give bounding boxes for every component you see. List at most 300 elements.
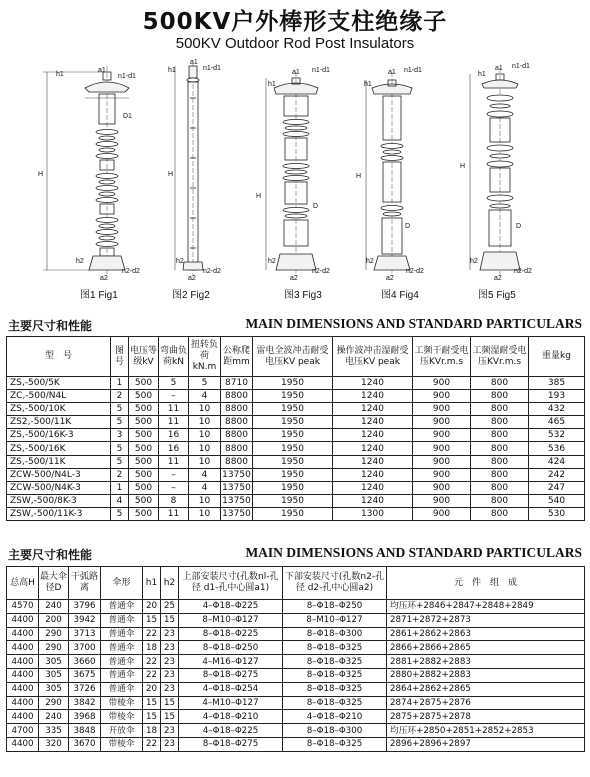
table-cell: 8–Φ18–Φ325 bbox=[283, 696, 387, 710]
table-cell: 800 bbox=[471, 507, 529, 520]
table-cell: 4–Φ18–Φ254 bbox=[179, 682, 283, 696]
table-cell: 3942 bbox=[69, 613, 101, 627]
table-cell: 290 bbox=[39, 696, 69, 710]
fig1-label-n2d2: n2-d2 bbox=[122, 268, 140, 275]
fig3-label-d: D bbox=[313, 203, 319, 210]
table-cell: 800 bbox=[471, 390, 529, 403]
table-row bbox=[7, 737, 585, 751]
table-cell: 3660 bbox=[69, 655, 101, 669]
table-cell: 23 bbox=[161, 724, 179, 738]
table-cell: 开放伞 bbox=[101, 724, 143, 738]
table-cell: 247 bbox=[529, 481, 585, 494]
fig5-label-a2: a2 bbox=[494, 275, 502, 282]
table-cell: 4400 bbox=[7, 737, 39, 751]
table-cell: 4–Φ18–Φ210 bbox=[283, 710, 387, 724]
table-cell: 8800 bbox=[221, 390, 253, 403]
section-2-title-en: MAIN DIMENSIONS AND STANDARD PARTICULARS bbox=[245, 545, 582, 560]
table-cell: – bbox=[159, 390, 189, 403]
section-1-title-cn: 主要尺寸和性能 bbox=[8, 319, 93, 333]
fig4-label-h1: h1 bbox=[364, 81, 372, 88]
table-row bbox=[7, 494, 585, 507]
table-cell: 4400 bbox=[7, 655, 39, 669]
table-cell: 10 bbox=[189, 403, 221, 416]
table-cell: 23 bbox=[161, 641, 179, 655]
section-1-header bbox=[6, 316, 584, 334]
table-cell: 8–Φ18–Φ225 bbox=[179, 627, 283, 641]
dimensions-table bbox=[6, 566, 585, 752]
table-cell: 500 bbox=[129, 455, 159, 468]
table-cell: 普通伞 bbox=[101, 655, 143, 669]
table-row bbox=[7, 696, 585, 710]
fig4-label-n1d1: n1-d1 bbox=[404, 67, 422, 74]
figure-4-caption: 图4 Fig4 bbox=[381, 290, 419, 301]
table-cell: 4 bbox=[189, 468, 221, 481]
table-cell: 8800 bbox=[221, 442, 253, 455]
table-cell: 1240 bbox=[333, 442, 413, 455]
table-cell: 536 bbox=[529, 442, 585, 455]
table-cell: 4700 bbox=[7, 724, 39, 738]
table-cell: 4400 bbox=[7, 696, 39, 710]
figure-3-caption: 图3 Fig3 bbox=[284, 290, 322, 301]
table-cell: 1950 bbox=[253, 377, 333, 390]
table-cell: 532 bbox=[529, 429, 585, 442]
table-cell: 5 bbox=[111, 442, 129, 455]
table-cell: 1240 bbox=[333, 377, 413, 390]
figure-5-drawing bbox=[470, 68, 520, 276]
table-cell: 13750 bbox=[222, 482, 251, 493]
table-cell: 5 bbox=[111, 507, 129, 520]
table-cell: 240 bbox=[39, 600, 69, 614]
table-cell: 8–Φ18–Φ300 bbox=[283, 724, 387, 738]
table-cell: 8–Φ18–Φ300 bbox=[283, 627, 387, 641]
table-cell: ZS,-500/16K-3 bbox=[7, 429, 111, 442]
table-cell: 5 bbox=[111, 403, 129, 416]
table-cell: 带棱伞 bbox=[101, 696, 143, 710]
table-cell: 5 bbox=[159, 377, 189, 390]
column-header: 图号 bbox=[111, 337, 129, 377]
table-cell: 15 bbox=[161, 710, 179, 724]
figure-5-caption: 图5 Fig5 bbox=[478, 290, 516, 301]
table-cell: 305 bbox=[39, 682, 69, 696]
table-cell: 4–M16–Φ127 bbox=[179, 655, 283, 669]
table-cell: 4400 bbox=[7, 627, 39, 641]
table-cell: 1950 bbox=[253, 507, 333, 520]
table-cell: 22 bbox=[143, 627, 161, 641]
fig3-label-a1: a1 bbox=[292, 69, 300, 76]
fig3-label-n1d1: n1-d1 bbox=[312, 67, 330, 74]
column-header: 重量kg bbox=[529, 337, 585, 377]
fig4-label-h: H bbox=[356, 173, 362, 180]
table-cell: 11 bbox=[159, 455, 189, 468]
table-cell: ZS,-500/5K bbox=[7, 377, 111, 390]
particulars-table-header bbox=[7, 337, 585, 377]
table-cell: ZC,-500/N4L bbox=[7, 390, 111, 403]
fig1-label-h2: h2 bbox=[76, 258, 84, 265]
figure-3-drawing bbox=[266, 72, 318, 276]
table-cell: 800 bbox=[471, 429, 529, 442]
dimensions-table-header bbox=[7, 567, 585, 600]
table-cell: 800 bbox=[471, 416, 529, 429]
fig4-label-a2: a2 bbox=[386, 275, 394, 282]
table-cell: 11 bbox=[159, 416, 189, 429]
table-cell: 290 bbox=[39, 627, 69, 641]
table-row bbox=[7, 442, 585, 455]
table-cell: ZCW-500/N4K-3 bbox=[7, 481, 111, 494]
column-header: 弯曲负荷kN bbox=[159, 337, 189, 377]
table-cell: 3726 bbox=[69, 682, 101, 696]
table-cell: ZS2,-500/11K bbox=[7, 416, 111, 429]
column-header: 操作波冲击湿耐受电压KV peak bbox=[333, 337, 413, 377]
table-cell: 5 bbox=[111, 416, 129, 429]
table-cell: 1 bbox=[111, 481, 129, 494]
table-cell: 800 bbox=[471, 377, 529, 390]
table-cell: 500 bbox=[129, 377, 159, 390]
table-cell: 11 bbox=[159, 507, 189, 520]
table-cell: 8800 bbox=[221, 403, 253, 416]
table-cell: 23 bbox=[161, 737, 179, 751]
fig1-label-a1: a1 bbox=[98, 67, 106, 74]
table-cell: 1950 bbox=[253, 455, 333, 468]
table-cell: 500 bbox=[129, 481, 159, 494]
section-1-title-en: MAIN DIMENSIONS AND STANDARD PARTICULARS bbox=[245, 316, 582, 331]
table-cell: 8–Φ18–Φ325 bbox=[283, 668, 387, 682]
fig1-label-n1d1: n1-d1 bbox=[118, 73, 136, 80]
fig2-label-h: H bbox=[168, 171, 174, 178]
table-cell: 10 bbox=[189, 494, 221, 507]
table-cell: 10 bbox=[189, 455, 221, 468]
fig2-label-a1: a1 bbox=[190, 59, 198, 66]
figure-1-caption: 图1 Fig1 bbox=[80, 290, 118, 301]
table-row bbox=[7, 668, 585, 682]
table-cell: 900 bbox=[413, 429, 471, 442]
table-cell: 13750 bbox=[222, 508, 251, 519]
column-header: 下部安装尺寸(孔数n2-孔径 d2-孔中心圆a2) bbox=[283, 567, 387, 600]
table-cell: 普通伞 bbox=[101, 641, 143, 655]
fig5-label-h2: h2 bbox=[470, 258, 478, 265]
table-cell: 8–Φ18–Φ250 bbox=[179, 641, 283, 655]
table-row bbox=[7, 507, 585, 520]
fig5-label-d: D bbox=[516, 223, 522, 230]
table-cell: 2881+2882+2883 bbox=[387, 655, 585, 669]
table-cell: 均压环+2850+2851+2852+2853 bbox=[387, 724, 585, 738]
column-header: 元 件 组 成 bbox=[387, 567, 585, 600]
table-cell: 10 bbox=[189, 416, 221, 429]
table-cell: 4400 bbox=[7, 613, 39, 627]
table-cell: 8710 bbox=[221, 377, 253, 390]
table-cell: 普通伞 bbox=[101, 627, 143, 641]
table-cell: 530 bbox=[529, 507, 585, 520]
table-cell: 15 bbox=[143, 613, 161, 627]
table-cell: 1240 bbox=[333, 481, 413, 494]
table-cell: 1240 bbox=[333, 429, 413, 442]
table-cell: 13750 bbox=[222, 495, 251, 506]
table-cell: 424 bbox=[529, 455, 585, 468]
table-cell: 900 bbox=[413, 442, 471, 455]
column-header: 电压等级kV bbox=[129, 337, 159, 377]
table-cell: 2864+2862+2865 bbox=[387, 682, 585, 696]
table-cell: ZS,-500/10K bbox=[7, 403, 111, 416]
table-cell: 1240 bbox=[333, 416, 413, 429]
column-header: 总高H bbox=[7, 567, 39, 600]
table-cell: 290 bbox=[39, 641, 69, 655]
table-cell: 900 bbox=[413, 390, 471, 403]
table-cell: 22 bbox=[143, 737, 161, 751]
table-cell: 1950 bbox=[253, 390, 333, 403]
table-cell: 普通伞 bbox=[101, 668, 143, 682]
table-cell: 10 bbox=[189, 442, 221, 455]
table-cell: 4570 bbox=[7, 600, 39, 614]
table-cell: 4–Φ18–Φ210 bbox=[179, 710, 283, 724]
table-cell: 242 bbox=[529, 468, 585, 481]
table-cell: 16 bbox=[159, 429, 189, 442]
table-cell: 500 bbox=[129, 429, 159, 442]
table-cell: 500 bbox=[129, 507, 159, 520]
table-cell: 800 bbox=[471, 468, 529, 481]
table-cell: 4 bbox=[189, 390, 221, 403]
table-cell: 500 bbox=[129, 494, 159, 507]
table-row bbox=[7, 655, 585, 669]
column-header: 工频干耐受电压KVr.m.s bbox=[413, 337, 471, 377]
table-row bbox=[7, 468, 585, 481]
column-header: 型 号 bbox=[7, 337, 111, 377]
table-cell: 1 bbox=[111, 377, 129, 390]
particulars-table bbox=[6, 336, 585, 521]
table-cell: 10 bbox=[189, 507, 221, 520]
table-row bbox=[7, 390, 585, 403]
table-cell: 8800 bbox=[221, 455, 253, 468]
table-cell: 带棱伞 bbox=[101, 737, 143, 751]
table-cell: 500 bbox=[129, 416, 159, 429]
table-cell: 15 bbox=[161, 613, 179, 627]
column-header: 干弧路离 bbox=[69, 567, 101, 600]
table-cell: 800 bbox=[471, 494, 529, 507]
fig2-label-h1: h1 bbox=[168, 67, 176, 74]
table-cell: 305 bbox=[39, 668, 69, 682]
table-cell: 540 bbox=[529, 494, 585, 507]
table-cell: 18 bbox=[143, 724, 161, 738]
table-cell: 3670 bbox=[69, 737, 101, 751]
table-row bbox=[7, 429, 585, 442]
table-cell: 200 bbox=[39, 613, 69, 627]
table-cell: 900 bbox=[413, 455, 471, 468]
table-cell: – bbox=[159, 468, 189, 481]
table-cell: 18 bbox=[143, 641, 161, 655]
column-header: 雷电全波冲击耐受电压KV peak bbox=[253, 337, 333, 377]
table-cell: 2874+2875+2876 bbox=[387, 696, 585, 710]
table-cell: 5 bbox=[189, 377, 221, 390]
table-cell: 3713 bbox=[69, 627, 101, 641]
table-cell: 900 bbox=[413, 377, 471, 390]
table-cell: 465 bbox=[529, 416, 585, 429]
table-cell: ZS,-500/16K bbox=[7, 442, 111, 455]
table-cell: 8–Φ18–Φ275 bbox=[179, 668, 283, 682]
table-cell: 23 bbox=[161, 627, 179, 641]
table-row bbox=[7, 627, 585, 641]
table-cell: 23 bbox=[161, 682, 179, 696]
column-header: 扭转负荷kN.m bbox=[189, 337, 221, 377]
fig2-label-a2: a2 bbox=[188, 275, 196, 282]
table-cell: ZS,-500/11K bbox=[7, 455, 111, 468]
fig3-label-h: H bbox=[256, 193, 262, 200]
table-cell: 900 bbox=[413, 494, 471, 507]
table-row bbox=[7, 724, 585, 738]
fig5-label-h1: h1 bbox=[478, 71, 486, 78]
figures-area bbox=[0, 58, 590, 308]
page-subtitle: 500KV Outdoor Rod Post Insulators bbox=[175, 35, 415, 52]
table-cell: 4400 bbox=[7, 710, 39, 724]
fig1-label-a2: a2 bbox=[100, 275, 108, 282]
table-cell: 15 bbox=[143, 696, 161, 710]
table-cell: 1240 bbox=[333, 468, 413, 481]
table-cell: 500 bbox=[129, 390, 159, 403]
column-header: 上部安装尺寸(孔数nl-孔径 d1-孔中心圆a1) bbox=[179, 567, 283, 600]
fig5-label-a1: a1 bbox=[495, 65, 503, 72]
table-row bbox=[7, 641, 585, 655]
table-cell: 8–Φ18–Φ325 bbox=[283, 682, 387, 696]
table-cell: 23 bbox=[161, 668, 179, 682]
table-cell: 305 bbox=[39, 655, 69, 669]
table-cell: 800 bbox=[471, 481, 529, 494]
table-cell: 1240 bbox=[333, 455, 413, 468]
table-cell: 2896+2896+2897 bbox=[387, 737, 585, 751]
table-cell: 1240 bbox=[333, 494, 413, 507]
table-cell: 385 bbox=[529, 377, 585, 390]
table-cell: 2880+2882+2883 bbox=[387, 668, 585, 682]
table-cell: 8–M10–Φ127 bbox=[283, 613, 387, 627]
table-row bbox=[7, 710, 585, 724]
figure-4-drawing bbox=[366, 72, 412, 276]
table-cell: 900 bbox=[413, 468, 471, 481]
table-cell: 193 bbox=[529, 390, 585, 403]
table-cell: 1950 bbox=[253, 416, 333, 429]
table-cell: 3796 bbox=[69, 600, 101, 614]
table-cell: 1950 bbox=[253, 442, 333, 455]
table-cell: 15 bbox=[161, 696, 179, 710]
table-cell: 500 bbox=[129, 442, 159, 455]
table-cell: 8–Φ18–Φ325 bbox=[283, 737, 387, 751]
column-header: 伞形 bbox=[101, 567, 143, 600]
figure-2-drawing bbox=[175, 63, 203, 276]
fig3-label-h2: h2 bbox=[268, 258, 276, 265]
table-cell: 11 bbox=[159, 403, 189, 416]
table-cell: 2871+2872+2873 bbox=[387, 613, 585, 627]
table-row bbox=[7, 682, 585, 696]
table-cell: 13750 bbox=[222, 469, 251, 480]
table-cell: 4–M10–Φ127 bbox=[179, 696, 283, 710]
column-header: 工频湿耐受电压KVr.m.s bbox=[471, 337, 529, 377]
table-cell: 8–Φ18–Φ275 bbox=[179, 737, 283, 751]
table-cell: 500 bbox=[129, 468, 159, 481]
table-cell: 3 bbox=[111, 429, 129, 442]
table-cell: 900 bbox=[413, 416, 471, 429]
table-cell: 4 bbox=[189, 481, 221, 494]
table-cell: ZSW,-500/11K-3 bbox=[7, 507, 111, 520]
section-2-header bbox=[6, 545, 584, 563]
table-cell: 25 bbox=[161, 600, 179, 614]
table-cell: 普通伞 bbox=[101, 600, 143, 614]
table-cell: ZSW,-500/8K-3 bbox=[7, 494, 111, 507]
fig4-label-h2: h2 bbox=[366, 258, 374, 265]
table-row bbox=[7, 403, 585, 416]
table-cell: 4–Φ18–Φ225 bbox=[179, 724, 283, 738]
table-cell: 4–Φ18–Φ225 bbox=[179, 600, 283, 614]
table-cell: 900 bbox=[413, 481, 471, 494]
insulator-drawings bbox=[0, 58, 590, 288]
table-cell: – bbox=[159, 481, 189, 494]
table-cell: 3848 bbox=[69, 724, 101, 738]
table-cell: 3675 bbox=[69, 668, 101, 682]
table-cell: 2 bbox=[111, 390, 129, 403]
table-cell: 800 bbox=[471, 442, 529, 455]
table-cell: 320 bbox=[39, 737, 69, 751]
table-cell: 8 bbox=[159, 494, 189, 507]
table-cell: 900 bbox=[413, 507, 471, 520]
section-2-title-cn: 主要尺寸和性能 bbox=[8, 548, 93, 562]
fig4-label-d: D bbox=[405, 223, 411, 230]
table-cell: 普通伞 bbox=[101, 613, 143, 627]
figure-2-caption: 图2 Fig2 bbox=[172, 290, 210, 301]
table-cell: 1950 bbox=[253, 481, 333, 494]
table-cell: 8–M10–Φ127 bbox=[179, 613, 283, 627]
fig1-label-h: H bbox=[38, 171, 44, 178]
table-cell: 带棱伞 bbox=[101, 710, 143, 724]
fig1-label-h1: h1 bbox=[56, 71, 64, 78]
table-cell: 8–Φ18–Φ325 bbox=[283, 641, 387, 655]
table-cell: 335 bbox=[39, 724, 69, 738]
table-cell: 500 bbox=[129, 403, 159, 416]
table-cell: 20 bbox=[143, 682, 161, 696]
table-cell: 1950 bbox=[253, 429, 333, 442]
table-cell: 1240 bbox=[333, 390, 413, 403]
table-cell: 432 bbox=[529, 403, 585, 416]
table-cell: 2866+2866+2865 bbox=[387, 641, 585, 655]
table-cell: 4400 bbox=[7, 641, 39, 655]
table-cell: 5 bbox=[111, 455, 129, 468]
table-cell: 均压环+2846+2847+2848+2849 bbox=[387, 600, 585, 614]
table-cell: 1240 bbox=[333, 403, 413, 416]
fig3-label-a2: a2 bbox=[290, 275, 298, 282]
fig2-label-n1d1: n1-d1 bbox=[203, 65, 221, 72]
table-cell: 2861+2862+2863 bbox=[387, 627, 585, 641]
table-cell: 16 bbox=[159, 442, 189, 455]
table-cell: 23 bbox=[161, 655, 179, 669]
table-cell: 2875+2875+2878 bbox=[387, 710, 585, 724]
table-cell: 800 bbox=[471, 455, 529, 468]
table-cell: 4 bbox=[111, 494, 129, 507]
table-row bbox=[7, 481, 585, 494]
table-row bbox=[7, 455, 585, 468]
table-cell: 8–Φ18–Φ250 bbox=[283, 600, 387, 614]
fig3-label-n2d2: n2-d2 bbox=[312, 268, 330, 275]
table-cell: 15 bbox=[143, 710, 161, 724]
fig2-label-h2: h2 bbox=[176, 258, 184, 265]
table-cell: 1950 bbox=[253, 494, 333, 507]
table-cell: 普通伞 bbox=[101, 682, 143, 696]
table-cell: 2 bbox=[111, 468, 129, 481]
table-cell: 4400 bbox=[7, 682, 39, 696]
table-cell: 1950 bbox=[253, 468, 333, 481]
table-cell: 1950 bbox=[253, 403, 333, 416]
table-cell: 3700 bbox=[69, 641, 101, 655]
table-cell: 22 bbox=[143, 668, 161, 682]
table-cell: 3968 bbox=[69, 710, 101, 724]
table-cell: 240 bbox=[39, 710, 69, 724]
table-cell: 22 bbox=[143, 655, 161, 669]
table-cell: 8800 bbox=[221, 416, 253, 429]
fig4-label-a1: a1 bbox=[388, 69, 396, 76]
column-header: 最大伞径D bbox=[39, 567, 69, 600]
table-row bbox=[7, 613, 585, 627]
